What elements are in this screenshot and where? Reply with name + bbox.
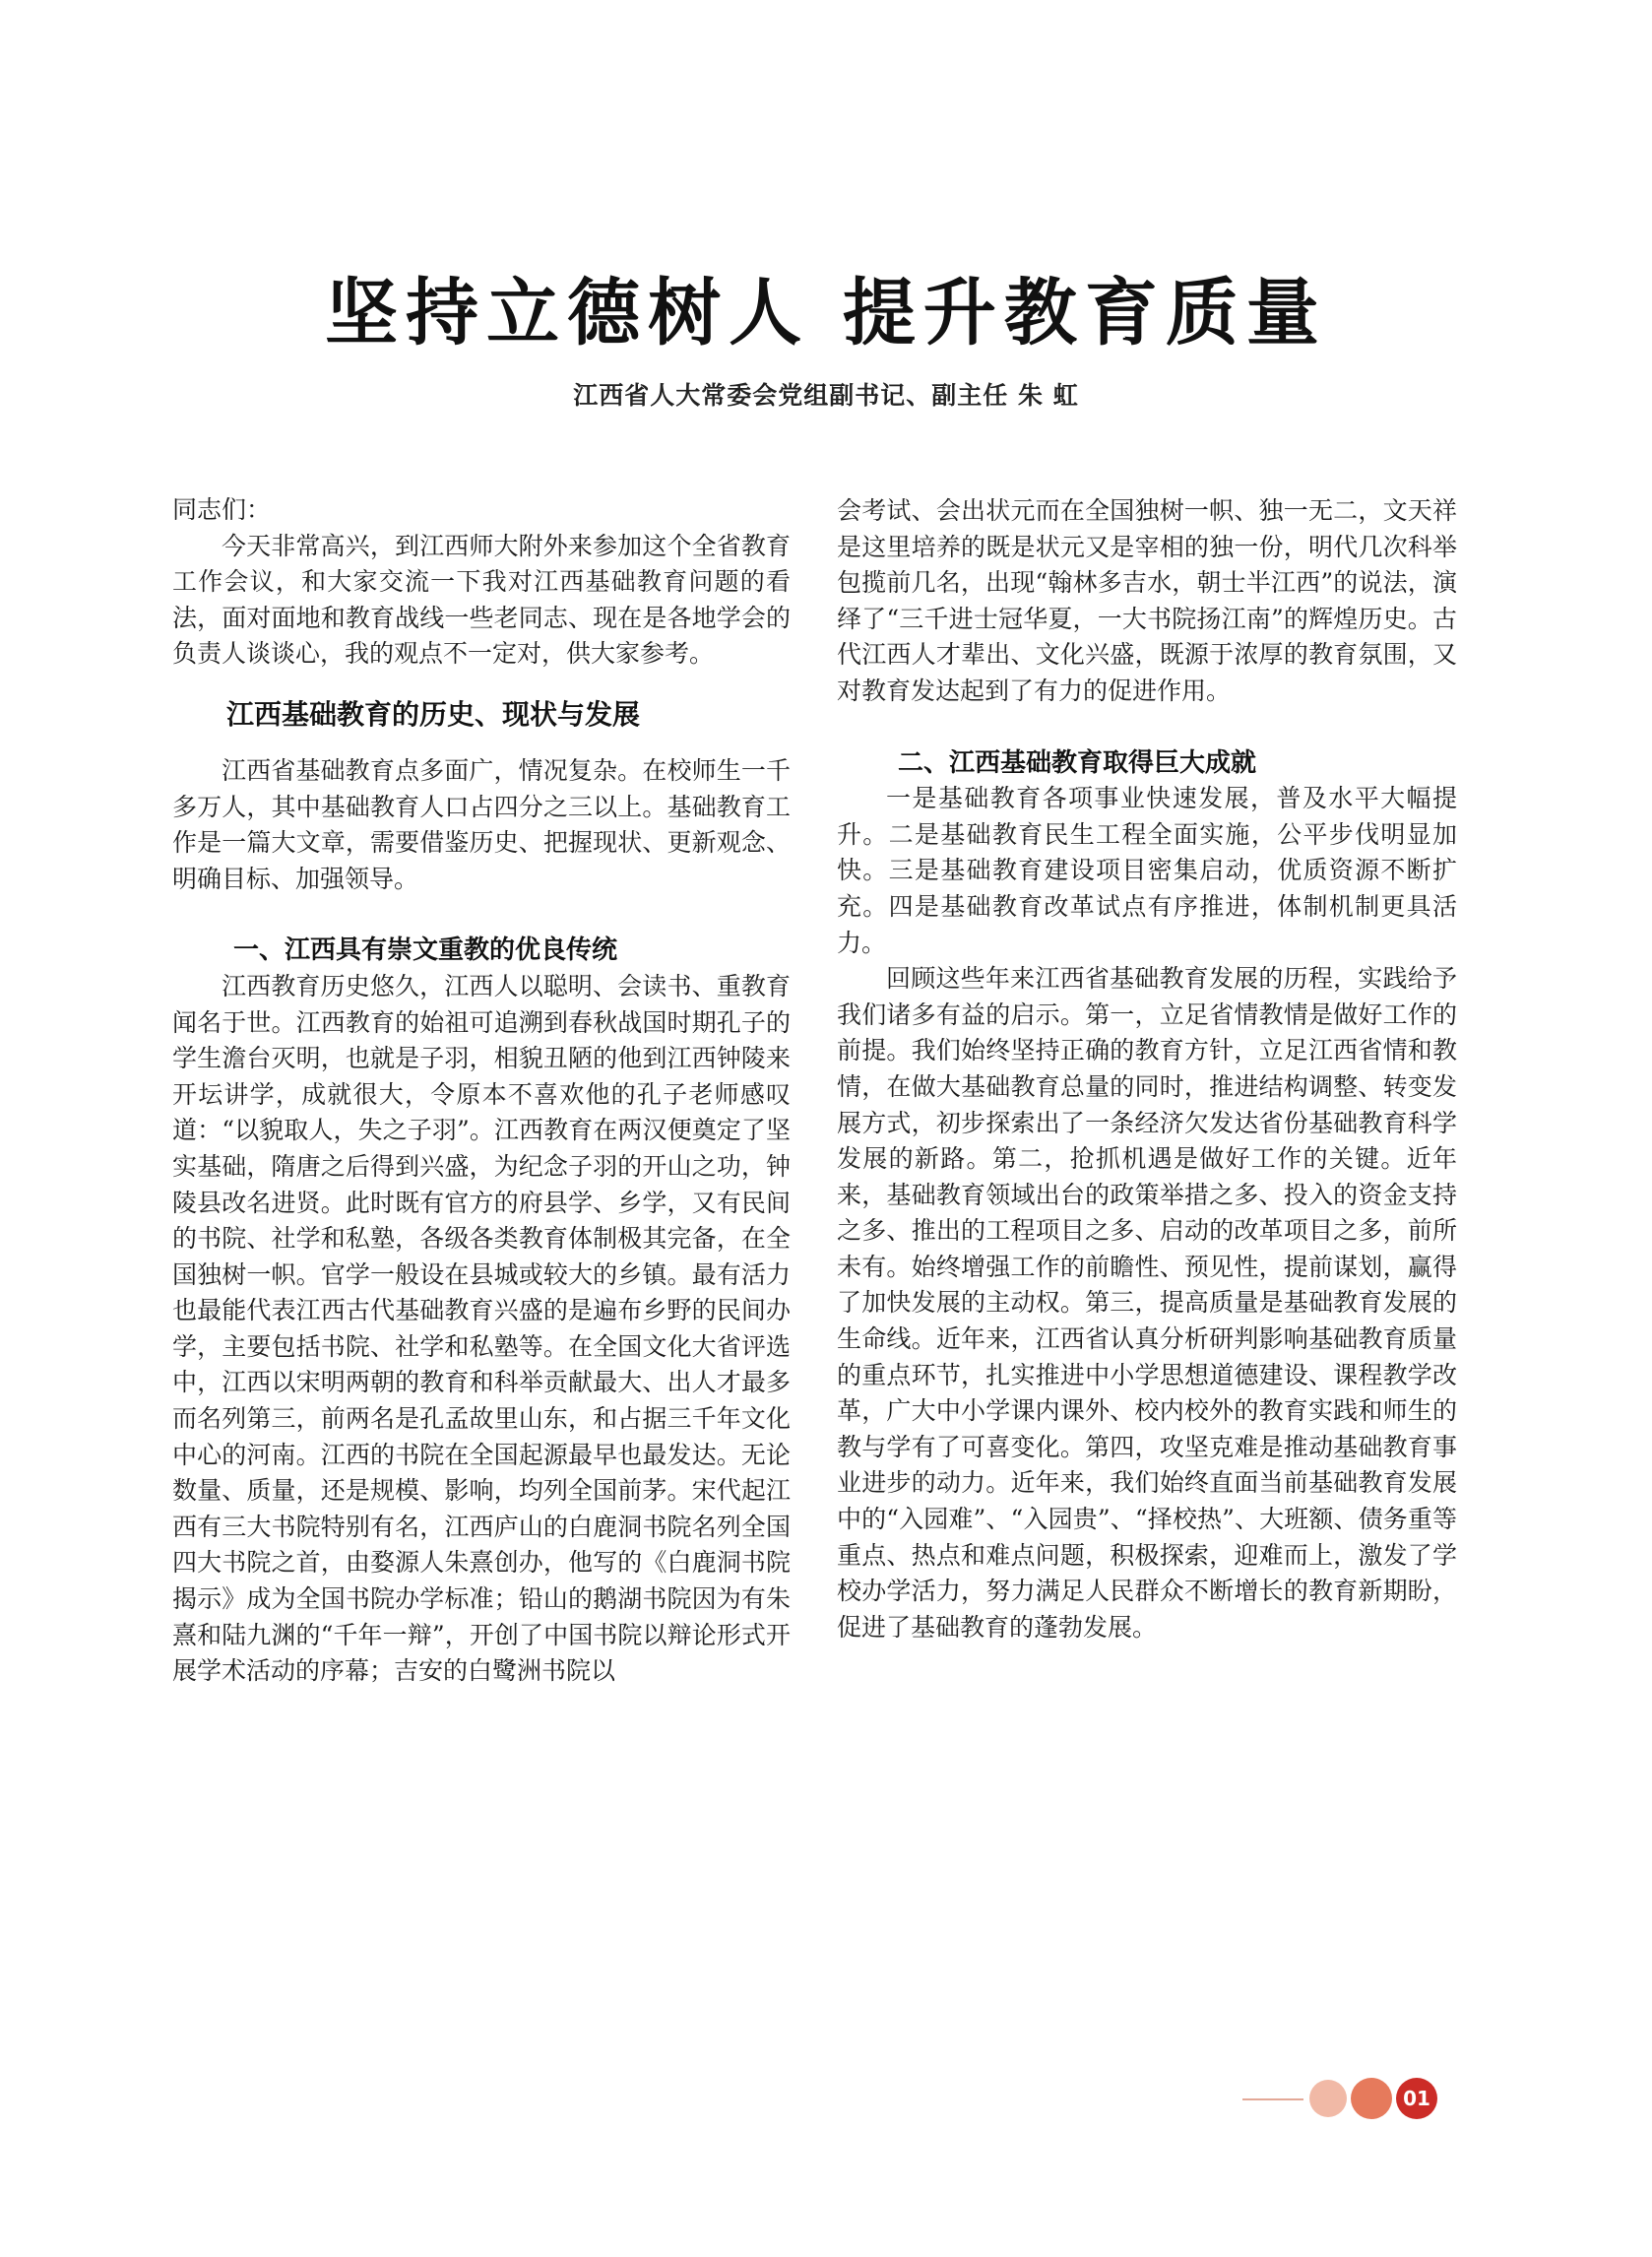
article-title: 坚持立德树人 提升教育质量 — [325, 271, 1327, 355]
paragraph-2: 一是基础教育各项事业快速发展，普及水平大幅提升。二是基础教育民生工程全面实施，公平步伐明显加快。三是基础教育建设项目密集启动，优质资源不断扩充。四是基础教育改革试点有序推进，体制机制更具活力。 — [837, 784, 1457, 957]
author-byline: 江西省人大常委会党组副书记、副主任 朱 虹 — [573, 381, 1079, 410]
subheading-1: 一、江西具有崇文重教的优良传统 — [233, 935, 618, 966]
paragraph-3: 回顾这些年来江西省基础教育发展的历程，实践给予我们诸多有益的启示。第一，立足省情教情是做好工作的前提。我们始终坚持正确的教育方针，立足江西省情和教情，在做大基础教育总量的同时，推进结构调整、转变发展方式，初步探索出了一条经济欠发达省份基础教育科学发展的新路。第二，抢抓机遇是做好工作的关键。近年来，基础教育领域出台的政策举措之多、投入的资金支持之多、推出的工程项目之多、启动的改革项目之多，前所未有。始终增强工作的前瞻性、预见性，提前谋划，赢得了加快发展的主动权。第三，提高质量是基础教育发展的生命线。近年来，江西省认真分析研判影响基础教育质量的重点环节，扎实推进中小学思想道德建设、课程教学改革，广大中小学课内课外、校内校外的教育实践和师生的教与学有了可喜变化。第四，攻坚克难是推动基础教育事业进步的动力。近年来，我们始终直面当前基础教育发展中的“入园难”、“入园贵”、“择校热”、大班额、债务重等重点、热点和难点问题，积极探索，迎难而上，激发了学校办学活力，努力满足人民群众不断增长的教育新期盼，促进了基础教育的蓬勃发展。 — [837, 964, 1457, 1642]
section-heading: 江西基础教育的历史、现状与发展 — [226, 697, 641, 731]
subheading-2: 二、江西基础教育取得巨大成就 — [898, 747, 1257, 778]
right-column — [837, 493, 1457, 1645]
spacer — [837, 710, 1457, 745]
continuation-paragraph: 会考试、会出状元而在全国独树一帜、独一无二，文天祥是这里培养的既是状元又是宰相的独一份，明代几次科举包揽前几名，出现“翰林多吉水，朝士半江西”的说法，演绎了“三千进士冠华夏，一大书院扬江南”的辉煌历史。古代江西人才辈出、文化兴盛，既源于浓厚的教育氛围，又对教育发达起到了有力的促进作用。 — [837, 496, 1457, 705]
spacer — [172, 897, 791, 933]
footer-dot-medium — [1351, 2078, 1392, 2119]
intro-paragraph: 今天非常高兴，到江西师大附外来参加这个全省教育工作会议，和大家交流一下我对江西基础教育问题的看法，面对面地和教育战线一些老同志、现在是各地学会的负责人谈谈心，我的观点不一定对，供大家参考。 — [172, 531, 791, 669]
greeting: 同志们： — [172, 495, 272, 524]
section-intro-paragraph: 江西省基础教育点多面广，情况复杂。在校师生一千多万人，其中基础教育人口占四分之三以上。基础教育工作是一篇大文章，需要借鉴历史、把握现状、更新观念、明确目标、加强领导。 — [172, 755, 791, 893]
page-number: 01 — [1403, 2087, 1430, 2110]
paragraph-1: 江西教育历史悠久，江西人以聪明、会读书、重教育闻名于世。江西教育的始祖可追溯到春秋战国时期孔子的学生澹台灭明，也就是子羽，相貌丑陋的他到江西钟陵来开坛讲学，成就很大，令原本不喜欢他的孔子老师感叹道：“以貌取人，失之子羽”。江西教育在两汉便奠定了坚实基础，隋唐之后得到兴盛，为纪念子羽的开山之功，钟陵县改名进贤。此时既有官方的府县学、乡学，又有民间的书院、社学和私塾，各级各类教育体制极其完备，在全国独树一帜。官学一般设在县城或较大的乡镇。最有活力也最能代表江西古代基础教育兴盛的是遍布乡野的民间办学，主要包括书院、社学和私塾等。在全国文化大省评选中，江西以宋明两朝的教育和科举贡献最大、出人才最多而名列第三，前两名是孔孟故里山东，和占据三千年文化中心的河南。江西的书院在全国起源最早也最发达。无论数量、质量，还是规模、影响，均列全国前茅。宋代起江西有三大书院特别有名，江西庐山的白鹿洞书院名列全国四大书院之首，由婺源人朱熹创办，他写的《白鹿洞书院揭示》成为全国书院办学标准；铅山的鹅湖书院因为有朱熹和陆九渊的“千年一辩”，开创了中国书院以辩论形式开展学术活动的序幕；吉安的白鹭洲书院以 — [172, 971, 791, 1686]
footer-dot-light — [1309, 2080, 1347, 2117]
left-column — [172, 492, 791, 1690]
footer-rule — [1242, 2098, 1303, 2100]
